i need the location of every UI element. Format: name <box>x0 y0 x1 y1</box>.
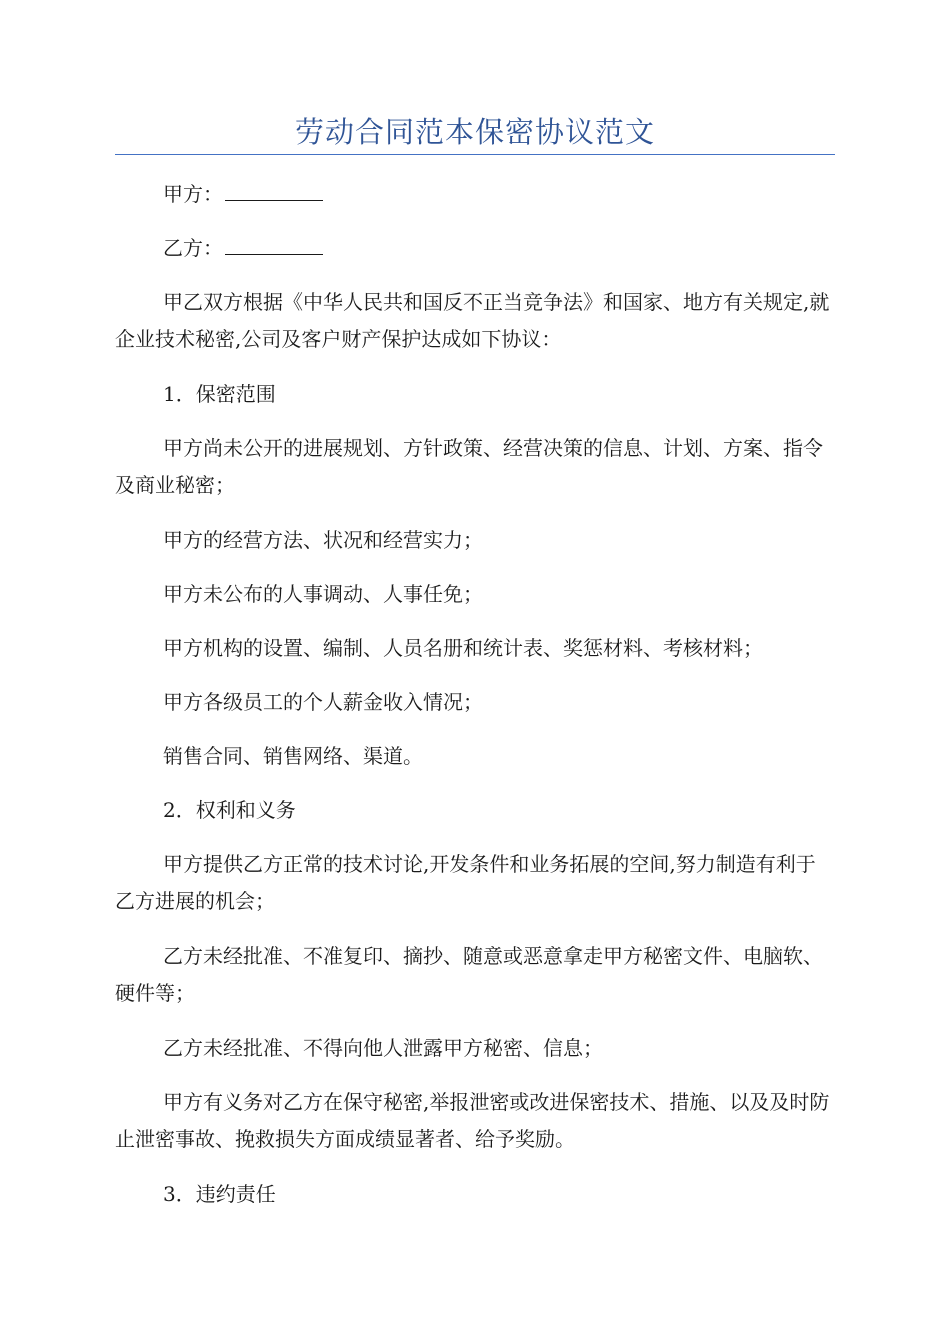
section-heading-rights: 2．权利和义务 <box>163 798 296 822</box>
party-b-blank <box>225 236 323 255</box>
intro-paragraph: 甲乙双方根据《中华人民共和国反不正当竞争法》和国家、地方有关规定,就企业技术秘密,公司及客户财产保护达成如下协议： <box>115 290 830 351</box>
paragraph: 甲方提供乙方正常的技术讨论,开发条件和业务拓展的空间,努力制造有利于乙方进展的机会； <box>115 852 816 913</box>
section-heading-liability: 3．违约责任 <box>163 1182 276 1206</box>
paragraph: 乙方未经批准、不准复印、摘抄、随意或恶意拿走甲方秘密文件、电脑软、硬件等； <box>115 944 823 1005</box>
title-underline <box>115 154 835 155</box>
paragraph: 甲方机构的设置、编制、人员名册和统计表、奖惩材料、考核材料； <box>163 636 763 660</box>
paragraph: 甲方尚未公开的进展规划、方针政策、经营决策的信息、计划、方案、指令及商业秘密； <box>115 436 823 497</box>
paragraph: 甲方的经营方法、状况和经营实力； <box>163 528 483 552</box>
party-b-label: 乙方： <box>163 236 223 260</box>
document-title: 劳动合同范本保密协议范文 <box>294 115 655 149</box>
paragraph: 乙方未经批准、不得向他人泄露甲方秘密、信息； <box>163 1036 603 1060</box>
party-a-label: 甲方： <box>163 182 223 206</box>
section-heading-scope: 1．保密范围 <box>163 382 276 406</box>
paragraph: 甲方各级员工的个人薪金收入情况； <box>163 690 483 714</box>
party-a-line <box>115 176 835 213</box>
paragraph: 销售合同、销售网络、渠道。 <box>163 744 423 768</box>
party-b-line <box>115 230 835 267</box>
paragraph: 甲方未公布的人事调动、人事任免； <box>163 582 483 606</box>
paragraph: 甲方有义务对乙方在保守秘密,举报泄密或改进保密技术、措施、以及及时防止泄密事故、挽救损失方面成绩显著者、给予奖励。 <box>115 1090 830 1151</box>
party-a-blank <box>225 182 323 201</box>
